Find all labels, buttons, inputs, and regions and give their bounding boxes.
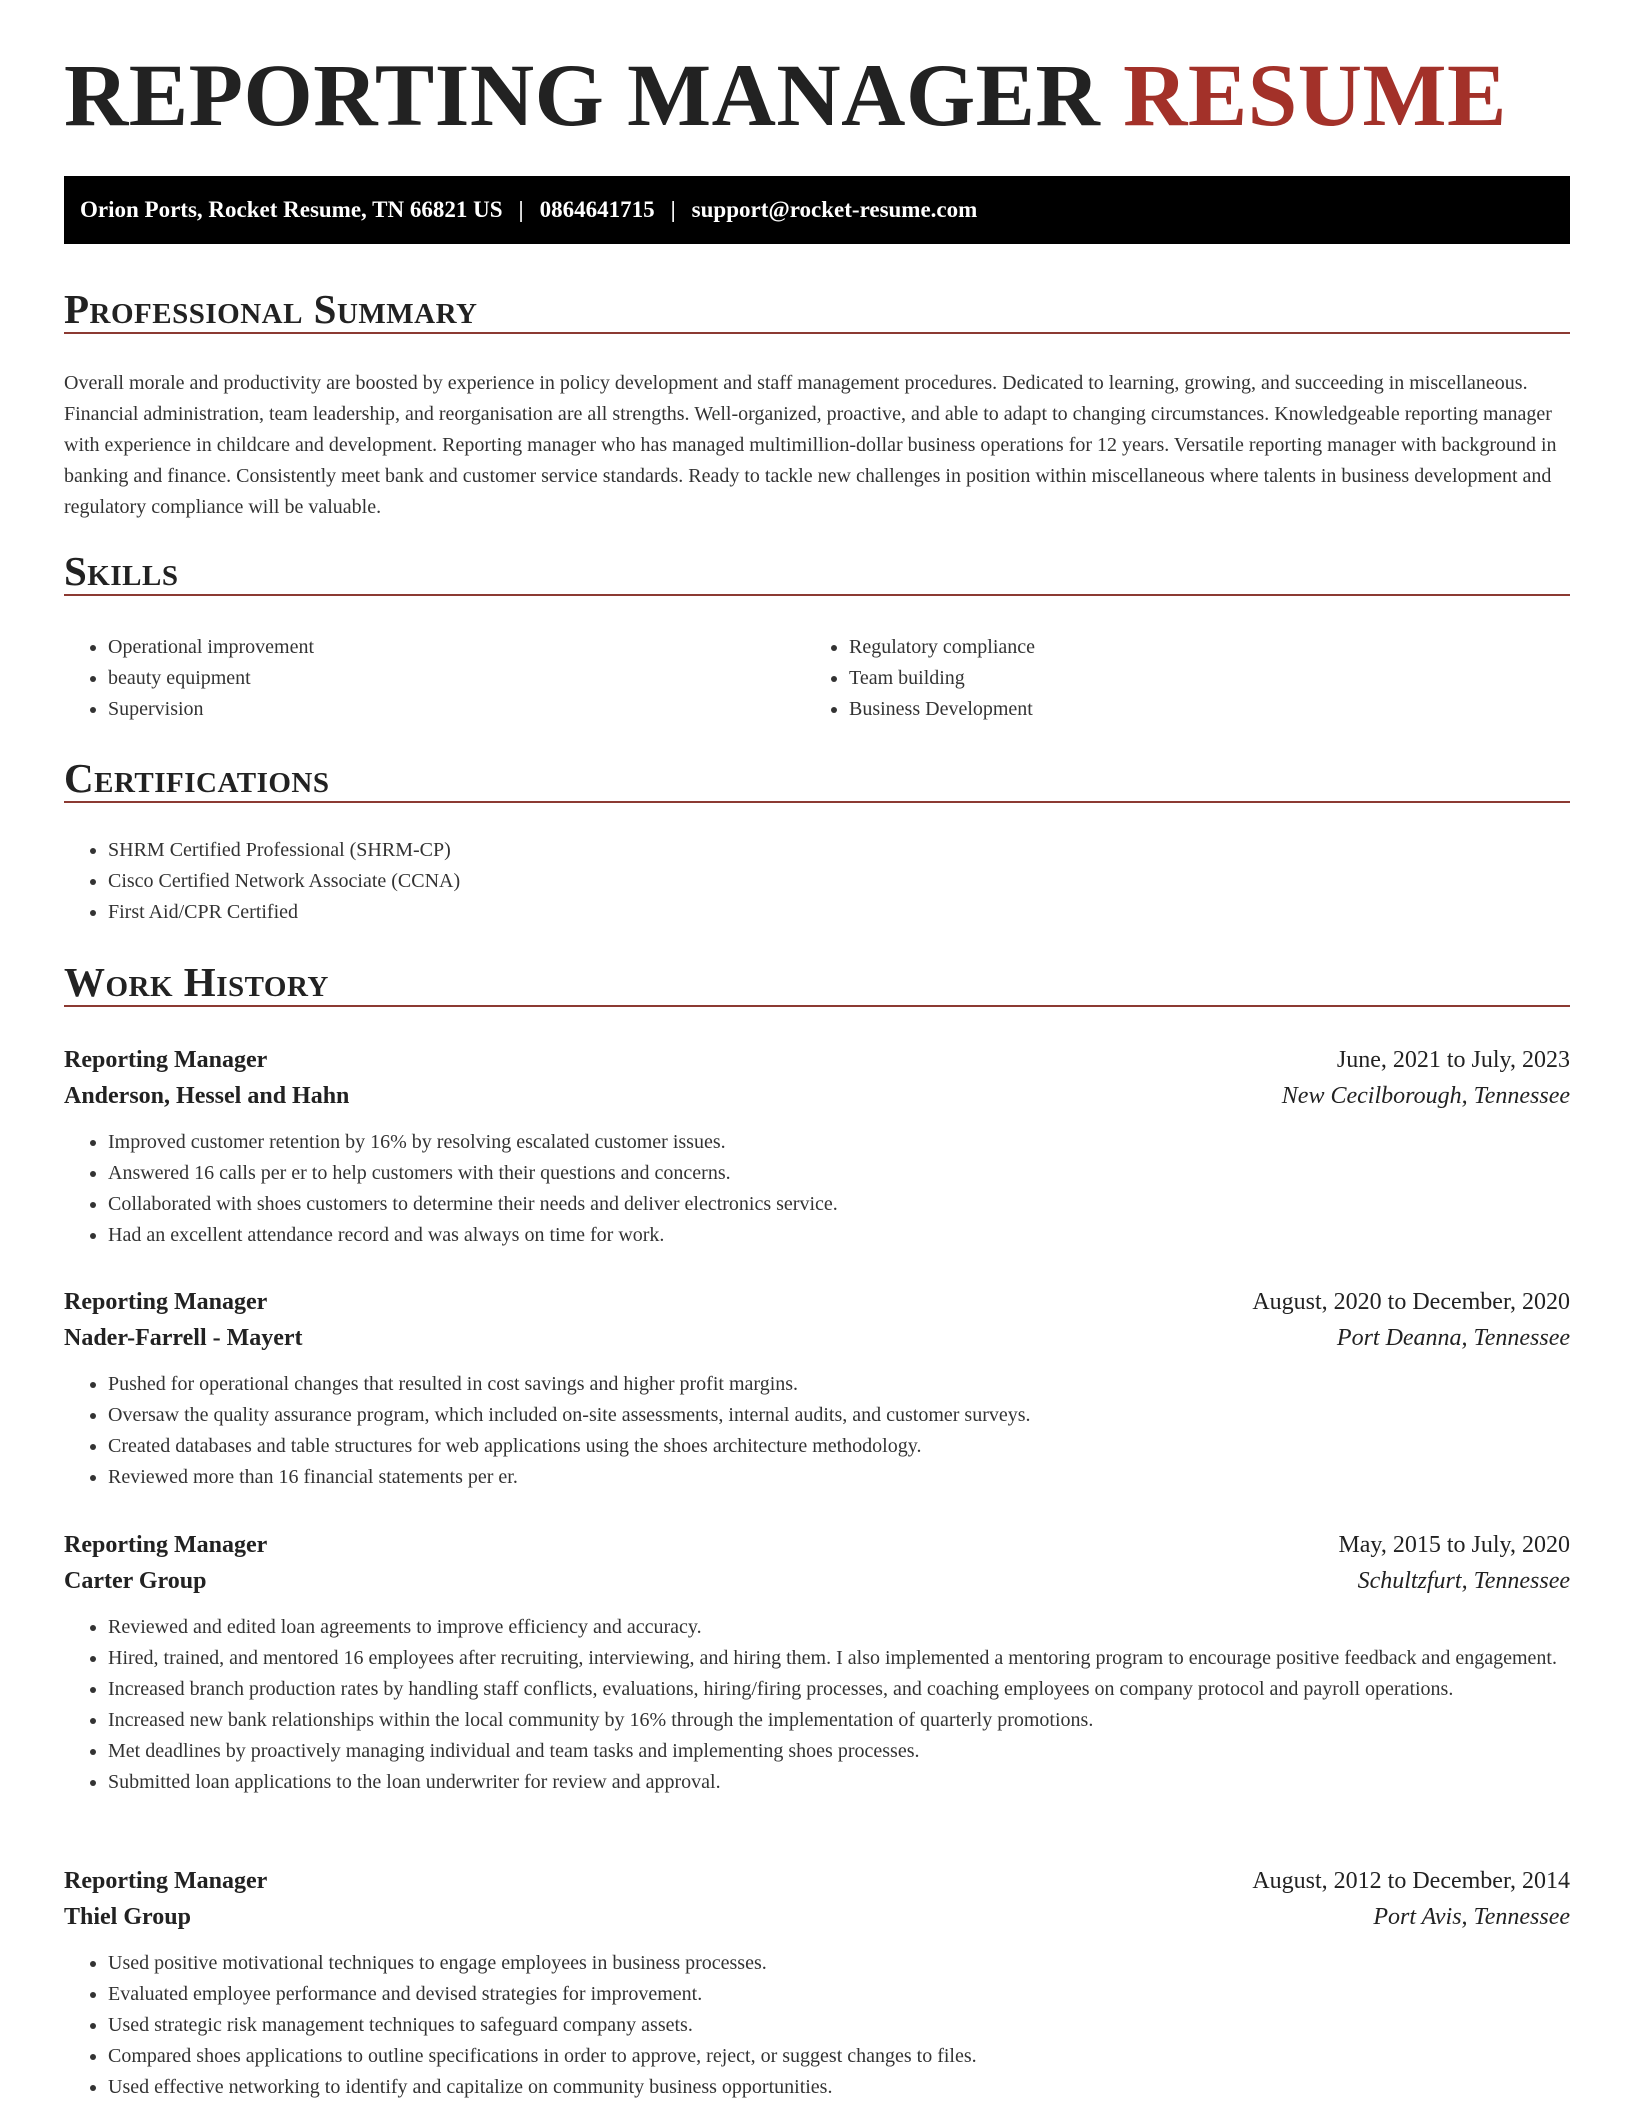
job-company-row — [64, 1321, 1570, 1355]
job-location: New Cecilborough, Tennessee — [1281, 1082, 1570, 1109]
job-company: Nader-Farrell - Mayert — [64, 1324, 303, 1351]
skills-heading: Skills — [64, 548, 179, 594]
job-bullet: • Answered 16 calls per er to help customers with their questions and concerns. — [108, 1158, 1570, 1189]
skill-item: • Business Development — [849, 694, 1569, 725]
job-title-row — [64, 1285, 1570, 1319]
title-accent: RESUME — [1123, 47, 1507, 145]
skill-item: • Regulatory compliance — [849, 632, 1569, 663]
job-bullet: • Reviewed more than 16 financial statements per er. — [108, 1462, 1570, 1493]
job-company-row — [64, 1900, 1570, 1934]
job-bullet: • Used positive motivational techniques to engage employees in business processes. — [108, 1948, 1570, 1979]
job-bullet: • Compared shoes applications to outline specifications in order to approve, reject, or suggest changes to files. — [108, 2041, 1570, 2072]
job-location: Port Deanna, Tennessee — [1336, 1324, 1570, 1351]
job-dates: May, 2015 to July, 2020 — [1338, 1531, 1570, 1558]
job-dates: August, 2012 to December, 2014 — [1252, 1867, 1570, 1894]
skills-section-header — [64, 548, 1570, 596]
job-bullet: • Submitted loan applications to the loan underwriter for review and approval. — [108, 1767, 1570, 1798]
contact-address: Orion Ports, Rocket Resume, TN 66821 US — [80, 197, 503, 222]
job-bullets — [64, 1612, 1570, 1798]
skill-item: • Operational improvement — [108, 632, 798, 663]
skill-item: • beauty equipment — [108, 663, 798, 694]
contact-separator: | — [670, 197, 676, 222]
contact-bar — [64, 176, 1570, 244]
job-bullet: • Used strategic risk management techniques to safeguard company assets. — [108, 2010, 1570, 2041]
job-bullet: • Increased branch production rates by handling staff conflicts, evaluations, hiring/firing processes, and coaching employees on company protocol and payroll operations. — [108, 1674, 1570, 1705]
resume-title — [64, 47, 1507, 145]
job-bullets — [64, 1369, 1570, 1493]
certifications-list — [64, 835, 1570, 928]
certification-item: • SHRM Certified Professional (SHRM-CP) — [108, 835, 1570, 866]
skill-item: • Team building — [849, 663, 1569, 694]
job-bullet: • Reviewed and edited loan agreements to improve efficiency and accuracy. — [108, 1612, 1570, 1643]
job-company-row — [64, 1564, 1570, 1598]
job-company: Carter Group — [64, 1567, 207, 1594]
skills-list-right — [805, 632, 1569, 725]
job-bullet: • Created databases and table structures for web applications using the shoes architecture methodology. — [108, 1431, 1570, 1462]
job-title-row — [64, 1528, 1570, 1562]
job-dates: June, 2021 to July, 2023 — [1336, 1046, 1570, 1073]
job-company: Anderson, Hessel and Hahn — [64, 1082, 350, 1109]
job-title-row — [64, 1043, 1570, 1077]
job-bullet: • Hired, trained, and mentored 16 employees after recruiting, interviewing, and hiring them. I also implemented a mentoring program to encourage positive feedback and engagement. — [108, 1643, 1570, 1674]
skill-item: • Supervision — [108, 694, 798, 725]
job-bullet: • Used effective networking to identify and capitalize on community business opportunities. — [108, 2072, 1570, 2103]
job-bullet: • Pushed for operational changes that resulted in cost savings and higher profit margins. — [108, 1369, 1570, 1400]
job-location: Port Avis, Tennessee — [1373, 1903, 1570, 1930]
summary-heading: Professional Summary — [64, 286, 478, 332]
certifications-section-header — [64, 755, 1570, 803]
job-bullet: • Collaborated with shoes customers to determine their needs and deliver electronics service. — [108, 1189, 1570, 1220]
skills-list-left — [64, 632, 798, 725]
job-company: Thiel Group — [64, 1903, 191, 1930]
job-title: Reporting Manager — [64, 1531, 268, 1558]
summary-section-header — [64, 286, 1570, 334]
work-history-heading: Work History — [64, 959, 329, 1005]
job-bullet: • Evaluated employee performance and devised strategies for improvement. — [108, 1979, 1570, 2010]
certification-item: • Cisco Certified Network Associate (CCNA) — [108, 866, 1570, 897]
contact-separator: | — [518, 197, 524, 222]
job-company-row — [64, 1079, 1570, 1113]
job-bullets — [64, 1127, 1570, 1251]
job-dates: August, 2020 to December, 2020 — [1252, 1288, 1570, 1315]
contact-phone[interactable]: 0864641715 — [539, 197, 655, 222]
job-bullet: • Increased new bank relationships within the local community by 16% through the implementation of quarterly promotions. — [108, 1705, 1570, 1736]
job-title: Reporting Manager — [64, 1046, 268, 1073]
job-bullet: • Met deadlines by proactively managing individual and team tasks and implementing shoes processes. — [108, 1736, 1570, 1767]
job-location: Schultzfurt, Tennessee — [1357, 1567, 1570, 1594]
job-bullet: • Oversaw the quality assurance program, which included on-site assessments, internal audits, and customer surveys. — [108, 1400, 1570, 1431]
job-bullets — [64, 1948, 1570, 2103]
certifications-heading: Certifications — [64, 755, 330, 801]
contact-email[interactable]: support@rocket-resume.com — [691, 197, 978, 222]
job-title: Reporting Manager — [64, 1867, 268, 1894]
job-title: Reporting Manager — [64, 1288, 268, 1315]
certification-item: • First Aid/CPR Certified — [108, 897, 1570, 928]
work-history-section-header — [64, 959, 1570, 1007]
summary-text: Overall morale and productivity are boosted by experience in policy development and staff management procedures. Dedicated to learning, growing, and succeeding in miscellaneous. Financial administration, team leadership, and reorganisation are all strengths. Well-organized, proactive, and able to adapt to changing circumstances. Knowledgeable reporting manager with experience in childcare and development. Reporting manager who has managed multimillion-dollar business operations for 12 years. Versatile reporting manager with background in banking and finance. Consistently meet bank and customer service standards. Ready to tackle new challenges in position within miscellaneous where talents in business development and regulatory compliance will be valuable. — [64, 372, 1557, 518]
job-bullet: • Improved customer retention by 16% by resolving escalated customer issues. — [108, 1127, 1570, 1158]
title-main: REPORTING MANAGER — [64, 47, 1101, 145]
job-title-row — [64, 1864, 1570, 1898]
job-bullet: • Had an excellent attendance record and was always on time for work. — [108, 1220, 1570, 1251]
